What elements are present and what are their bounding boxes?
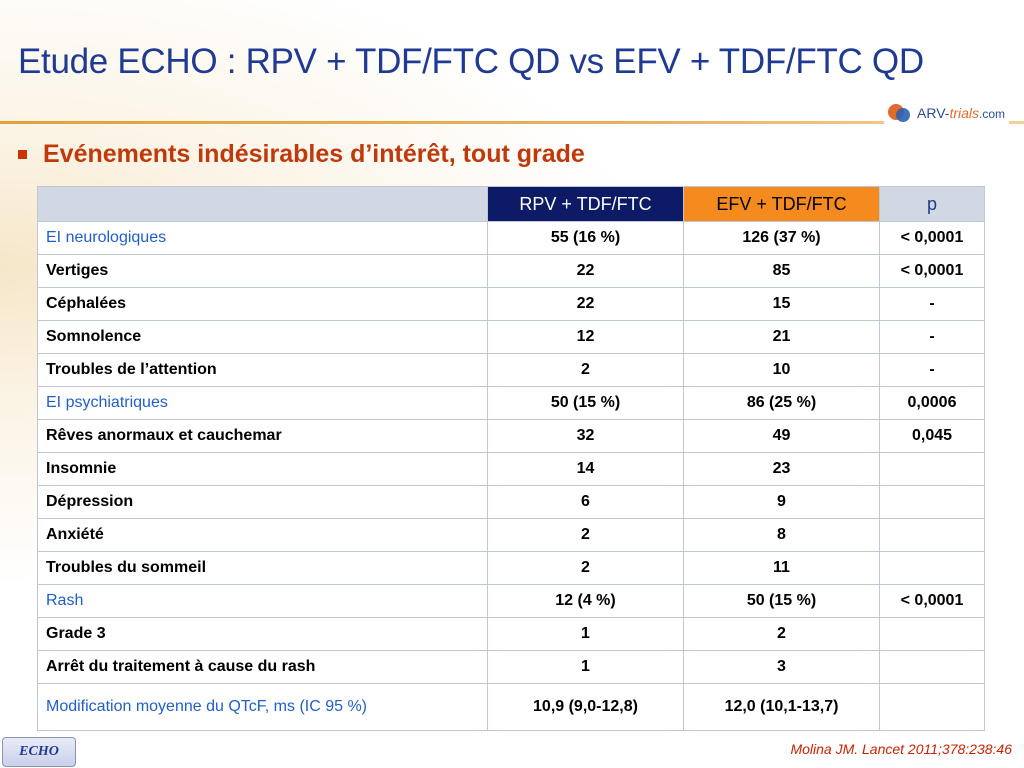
rpv-value: 22 [488, 288, 684, 321]
row-label: Vertiges [38, 255, 488, 288]
table-row [38, 453, 985, 486]
row-label: EI psychiatriques [38, 387, 488, 420]
table-row [38, 651, 985, 684]
row-label: Troubles de l’attention [38, 354, 488, 387]
p-value: - [880, 321, 985, 354]
logo-text: ARV-trials.com [917, 105, 1006, 121]
adverse-events-table [37, 186, 985, 731]
efv-value: 9 [684, 486, 880, 519]
p-value [880, 453, 985, 486]
row-label: Modification moyenne du QTcF, ms (IC 95 %) [38, 684, 488, 731]
p-value: 0,0006 [880, 387, 985, 420]
table-row [38, 684, 985, 731]
table-row [38, 321, 985, 354]
table-row [38, 552, 985, 585]
reference-citation: Molina JM. Lancet 2011;378:238:46 [790, 741, 1012, 757]
p-value [880, 519, 985, 552]
row-label: Troubles du sommeil [38, 552, 488, 585]
arv-trials-logo [884, 100, 1009, 126]
p-value: - [880, 288, 985, 321]
p-value [880, 618, 985, 651]
table-row [38, 354, 985, 387]
logo-icon [888, 102, 914, 124]
title-divider [0, 121, 1024, 124]
table-row [38, 618, 985, 651]
efv-value: 3 [684, 651, 880, 684]
table-row [38, 585, 985, 618]
rpv-value: 55 (16 %) [488, 222, 684, 255]
header-blank [38, 187, 488, 222]
efv-value: 85 [684, 255, 880, 288]
row-label: Céphalées [38, 288, 488, 321]
p-value [880, 552, 985, 585]
table-header-row [38, 187, 985, 222]
rpv-value: 12 (4 %) [488, 585, 684, 618]
efv-value: 10 [684, 354, 880, 387]
row-label: Dépression [38, 486, 488, 519]
row-label: Anxiété [38, 519, 488, 552]
header-rpv: RPV + TDF/FTC [488, 187, 684, 222]
rpv-value: 2 [488, 354, 684, 387]
p-value: < 0,0001 [880, 585, 985, 618]
efv-value: 2 [684, 618, 880, 651]
rpv-value: 1 [488, 618, 684, 651]
table-row [38, 519, 985, 552]
rpv-value: 22 [488, 255, 684, 288]
table-row [38, 387, 985, 420]
row-label: EI neurologiques [38, 222, 488, 255]
slide-subtitle: Evénements indésirables d’intérêt, tout grade [43, 140, 585, 168]
subtitle-row [18, 140, 585, 169]
p-value: 0,045 [880, 420, 985, 453]
row-label: Insomnie [38, 453, 488, 486]
table-row [38, 288, 985, 321]
efv-value: 49 [684, 420, 880, 453]
rpv-value: 12 [488, 321, 684, 354]
p-value [880, 486, 985, 519]
echo-badge: ECHO [2, 737, 76, 767]
rpv-value: 2 [488, 519, 684, 552]
efv-value: 11 [684, 552, 880, 585]
rpv-value: 14 [488, 453, 684, 486]
slide-title: Etude ECHO : RPV + TDF/FTC QD vs EFV + TDF/FTC QD [18, 42, 924, 81]
row-label: Rash [38, 585, 488, 618]
rpv-value: 10,9 (9,0-12,8) [488, 684, 684, 731]
bullet-icon [18, 150, 27, 159]
rpv-value: 6 [488, 486, 684, 519]
p-value: - [880, 354, 985, 387]
efv-value: 12,0 (10,1-13,7) [684, 684, 880, 731]
row-label: Grade 3 [38, 618, 488, 651]
table-row [38, 222, 985, 255]
p-value: < 0,0001 [880, 222, 985, 255]
table-row [38, 486, 985, 519]
header-efv: EFV + TDF/FTC [684, 187, 880, 222]
table-row [38, 255, 985, 288]
table-row [38, 420, 985, 453]
p-value [880, 651, 985, 684]
rpv-value: 50 (15 %) [488, 387, 684, 420]
rpv-value: 32 [488, 420, 684, 453]
efv-value: 8 [684, 519, 880, 552]
header-p: p [880, 187, 985, 222]
efv-value: 50 (15 %) [684, 585, 880, 618]
efv-value: 21 [684, 321, 880, 354]
row-label: Arrêt du traitement à cause du rash [38, 651, 488, 684]
efv-value: 126 (37 %) [684, 222, 880, 255]
efv-value: 86 (25 %) [684, 387, 880, 420]
efv-value: 23 [684, 453, 880, 486]
p-value [880, 684, 985, 731]
efv-value: 15 [684, 288, 880, 321]
row-label: Rêves anormaux et cauchemar [38, 420, 488, 453]
rpv-value: 1 [488, 651, 684, 684]
rpv-value: 2 [488, 552, 684, 585]
row-label: Somnolence [38, 321, 488, 354]
p-value: < 0,0001 [880, 255, 985, 288]
